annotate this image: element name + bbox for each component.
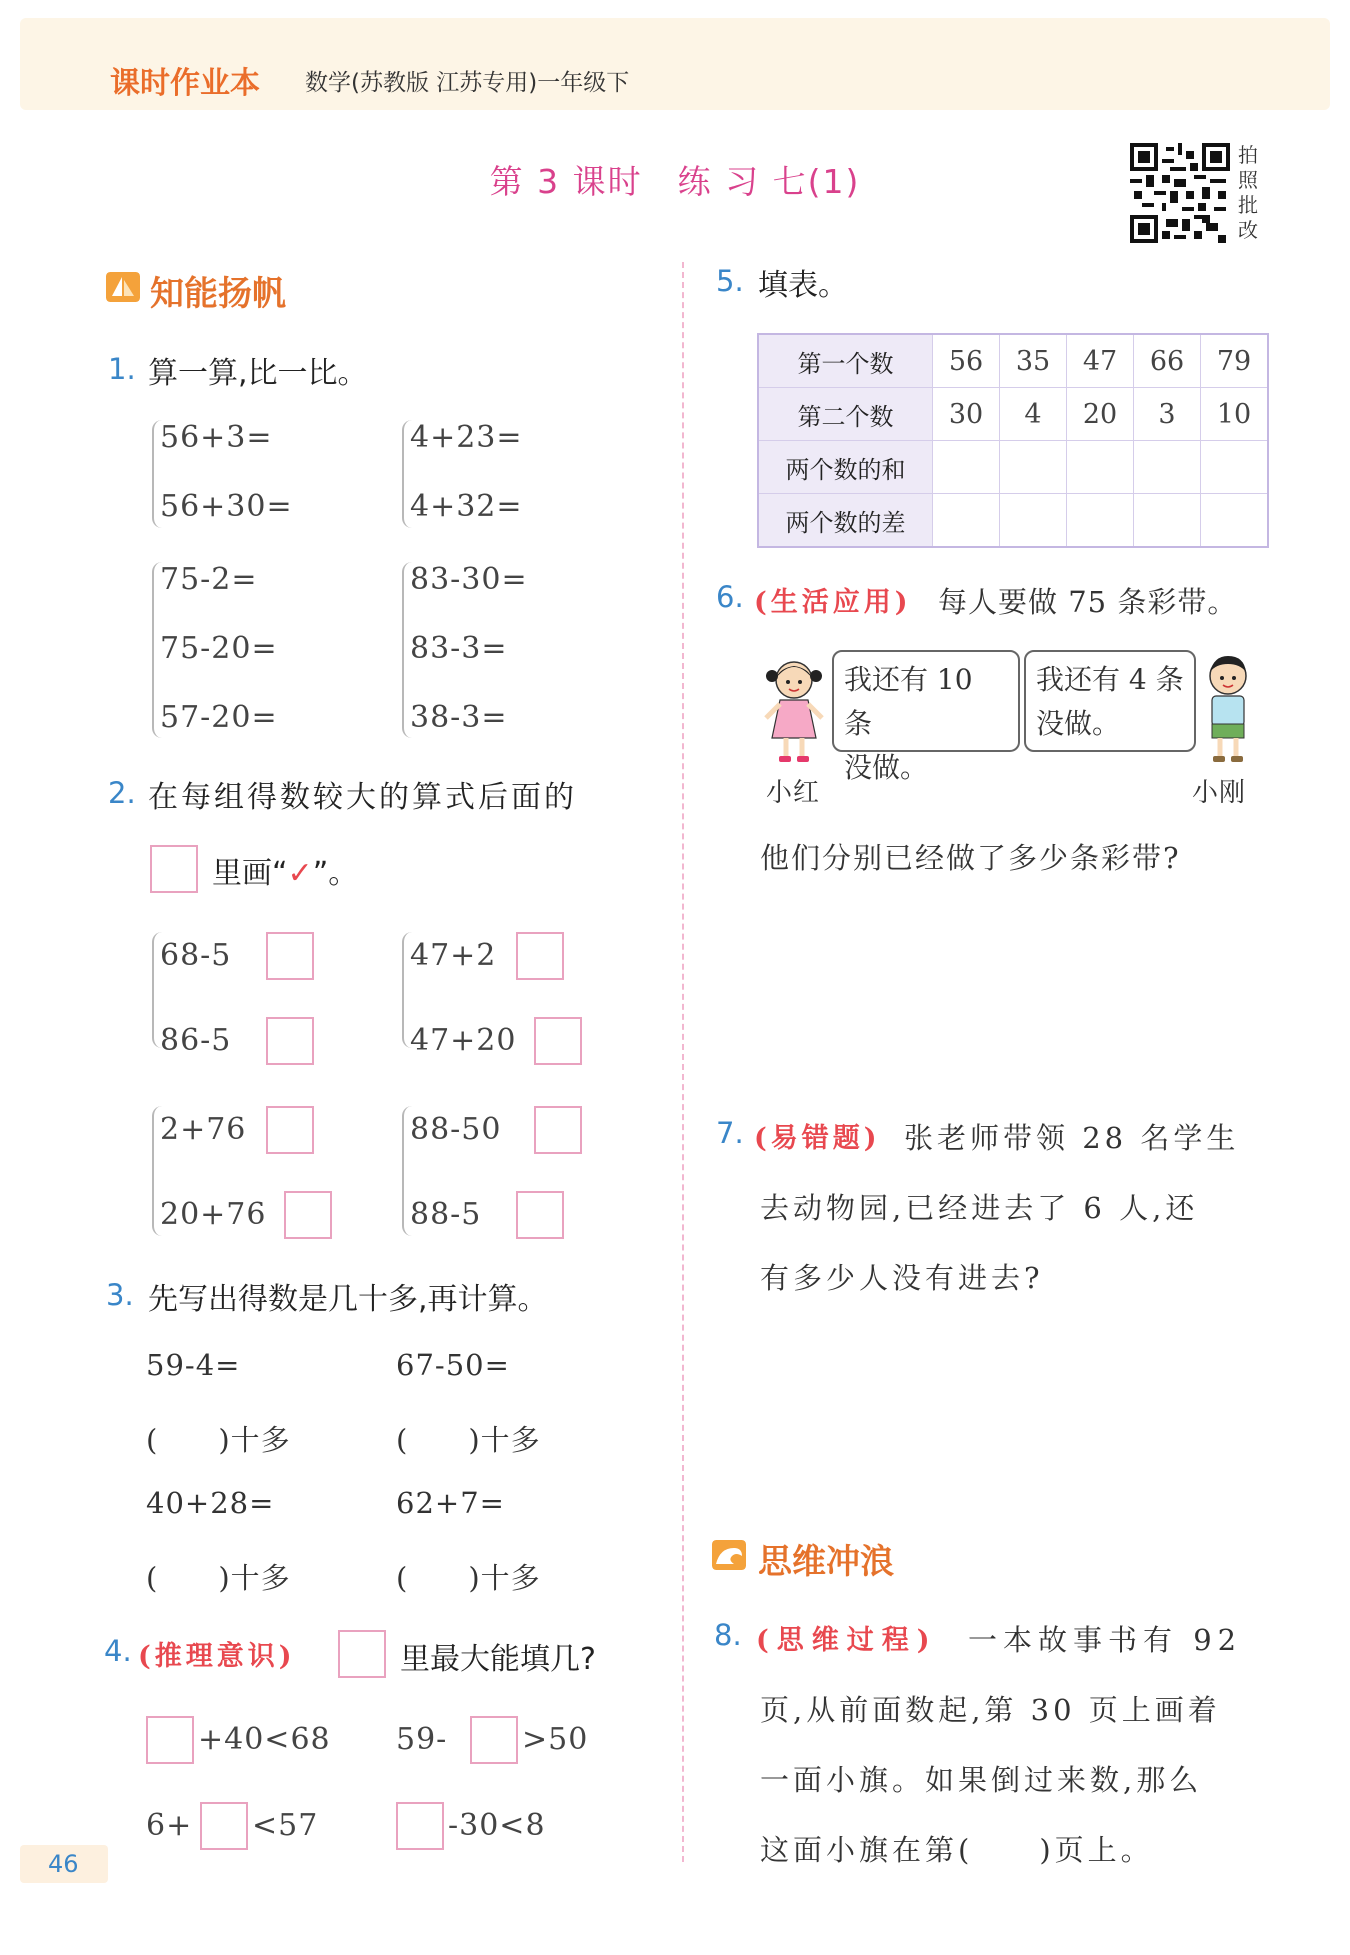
answer-blank[interactable]: ( )十多 <box>396 1561 541 1595</box>
brand-title: 课时作业本 <box>110 66 260 101</box>
expression: 38-3= <box>410 700 508 735</box>
answer-box-sample <box>338 1630 386 1678</box>
row-header: 第二个数 <box>758 388 933 441</box>
question-tag: (思维过程) <box>756 1625 938 1656</box>
question-text: 张老师带领 28 名学生 <box>904 1121 1240 1155</box>
table-answer-cell[interactable] <box>933 441 1000 494</box>
answer-blank[interactable]: ( )十多 <box>396 1423 541 1457</box>
girl-illustration-icon <box>762 656 826 768</box>
row-header: 第一个数 <box>758 334 933 388</box>
question-text: 在每组得数较大的算式后面的 <box>148 780 577 815</box>
table-row <box>758 334 1268 388</box>
question-text: 算一算,比一比。 <box>148 356 368 391</box>
table-cell: 35 <box>1000 334 1067 388</box>
question-number: 1. <box>108 352 136 386</box>
table-answer-cell[interactable] <box>1134 441 1201 494</box>
question-text: 有多少人没有进去? <box>760 1261 1044 1295</box>
table-row <box>758 388 1268 441</box>
expression: 75-2= <box>160 562 258 597</box>
expression: 20+76 <box>160 1197 267 1232</box>
qr-label-char: 批 <box>1238 193 1258 217</box>
expression: >50 <box>522 1722 589 1757</box>
expression: 83-30= <box>410 562 528 597</box>
expression: 75-20= <box>160 631 278 666</box>
table-cell: 30 <box>933 388 1000 441</box>
bubble-line: 我还有 10 条 <box>844 663 973 740</box>
table-answer-cell[interactable] <box>1000 441 1067 494</box>
expression: 47+2 <box>410 938 497 973</box>
table-cell: 10 <box>1201 388 1269 441</box>
expression: 2+76 <box>160 1112 247 1147</box>
question-tag: (推理意识) <box>138 1641 296 1672</box>
qr-label-char: 照 <box>1238 168 1258 192</box>
expression: +40<68 <box>198 1722 331 1757</box>
question-text: 一本故事书有 92 <box>968 1623 1243 1657</box>
speech-bubble-left <box>832 650 1020 784</box>
answer-box[interactable] <box>266 932 314 980</box>
boy-illustration-icon <box>1200 652 1256 768</box>
sail-icon <box>106 272 140 302</box>
answer-box[interactable] <box>470 1716 518 1764</box>
question-number: 3. <box>106 1278 134 1312</box>
qr-label-char: 拍 <box>1238 143 1258 167</box>
bubble-line: 我还有 4 条 <box>1036 663 1184 696</box>
question-text: 每人要做 75 条彩带。 <box>938 585 1238 619</box>
expression: 57-20= <box>160 700 278 735</box>
column-divider <box>682 262 684 1862</box>
character-name-right: 小刚 <box>1192 778 1247 808</box>
expression: 4+32= <box>410 489 523 524</box>
table-row <box>758 441 1268 494</box>
question-number: 2. <box>108 776 136 810</box>
question-tag: (易错题) <box>754 1123 881 1154</box>
question-number: 8. <box>714 1618 742 1652</box>
qr-label <box>1238 143 1264 243</box>
question-text: 他们分别已经做了多少条彩带? <box>760 841 1181 875</box>
expression: <57 <box>252 1808 319 1843</box>
question-text: 先写出得数是几十多,再计算。 <box>148 1282 548 1317</box>
expression: 6+ <box>146 1808 193 1843</box>
section-title-knowledge: 知能扬帆 <box>150 274 286 314</box>
table-cell: 4 <box>1000 388 1067 441</box>
row-header: 两个数的差 <box>758 494 933 548</box>
answer-box-sample <box>150 845 198 893</box>
qr-code-icon[interactable] <box>1130 143 1230 243</box>
question-text: 去动物园,已经进去了 6 人,还 <box>760 1191 1199 1225</box>
table-answer-cell[interactable] <box>1201 441 1269 494</box>
expression: 56+30= <box>160 489 293 524</box>
question-text-part: 里画“ <box>212 856 288 891</box>
expression: 59-4= <box>146 1348 241 1382</box>
answer-box[interactable] <box>146 1716 194 1764</box>
table-row <box>758 494 1268 548</box>
fill-table <box>757 333 1269 548</box>
answer-box[interactable] <box>284 1191 332 1239</box>
table-answer-cell[interactable] <box>1067 494 1134 548</box>
question-number: 4. <box>104 1634 132 1668</box>
table-cell: 79 <box>1201 334 1269 388</box>
qr-label-char: 改 <box>1238 218 1258 242</box>
table-cell: 3 <box>1134 388 1201 441</box>
table-cell: 56 <box>933 334 1000 388</box>
answer-box[interactable] <box>266 1106 314 1154</box>
bubble-line: 没做。 <box>844 751 929 784</box>
expression: 83-3= <box>410 631 508 666</box>
answer-box[interactable] <box>266 1017 314 1065</box>
answer-box[interactable] <box>516 1191 564 1239</box>
check-mark-icon: ✓ <box>287 856 313 891</box>
expression: 86-5 <box>160 1023 232 1058</box>
question-text: 这面小旗在第( )页上。 <box>760 1833 1154 1867</box>
expression: 62+7= <box>396 1486 505 1520</box>
speech-bubble-right <box>1024 650 1196 752</box>
question-tag: (生活应用) <box>754 587 912 618</box>
answer-box[interactable] <box>534 1017 582 1065</box>
expression: 40+28= <box>146 1486 275 1520</box>
expression: 88-5 <box>410 1197 482 1232</box>
character-name-left: 小红 <box>766 778 821 808</box>
question-text: 里最大能填几? <box>400 1642 596 1677</box>
section-title-thinking: 思维冲浪 <box>758 1542 894 1582</box>
expression: 56+3= <box>160 420 273 455</box>
table-answer-cell[interactable] <box>1201 494 1269 548</box>
question-text: 填表。 <box>758 268 848 303</box>
bubble-line: 没做。 <box>1036 707 1121 740</box>
question-number: 5. <box>716 264 744 298</box>
answer-blank[interactable]: ( )十多 <box>146 1561 291 1595</box>
table-answer-cell[interactable] <box>1067 441 1134 494</box>
question-number: 7. <box>716 1116 744 1150</box>
question-number: 6. <box>716 580 744 614</box>
answer-box[interactable] <box>396 1802 444 1850</box>
expression: 88-50 <box>410 1112 502 1147</box>
answer-box[interactable] <box>516 932 564 980</box>
question-text: 一面小旗。如果倒过来数,那么 <box>760 1763 1203 1797</box>
question-text-part: ”。 <box>312 856 359 891</box>
lesson-title: 第 3 课时 练 习 七(1) <box>489 162 861 201</box>
answer-box[interactable] <box>200 1802 248 1850</box>
expression: 47+20 <box>410 1023 517 1058</box>
row-header: 两个数的和 <box>758 441 933 494</box>
table-answer-cell[interactable] <box>933 494 1000 548</box>
expression: 67-50= <box>396 1348 510 1382</box>
table-cell: 20 <box>1067 388 1134 441</box>
expression: 59- <box>396 1722 448 1757</box>
surf-wave-icon <box>712 1540 746 1570</box>
expression: 4+23= <box>410 420 523 455</box>
answer-blank[interactable]: ( )十多 <box>146 1423 291 1457</box>
question-text-line2 <box>212 848 358 892</box>
table-cell: 47 <box>1067 334 1134 388</box>
table-answer-cell[interactable] <box>1134 494 1201 548</box>
expression: 68-5 <box>160 938 232 973</box>
question-text: 页,从前面数起,第 30 页上画着 <box>760 1693 1221 1727</box>
book-subtitle: 数学(苏教版 江苏专用)一年级下 <box>305 70 630 96</box>
table-answer-cell[interactable] <box>1000 494 1067 548</box>
expression: -30<8 <box>448 1808 546 1843</box>
table-cell: 66 <box>1134 334 1201 388</box>
answer-box[interactable] <box>534 1106 582 1154</box>
page-number: 46 <box>48 1850 79 1878</box>
